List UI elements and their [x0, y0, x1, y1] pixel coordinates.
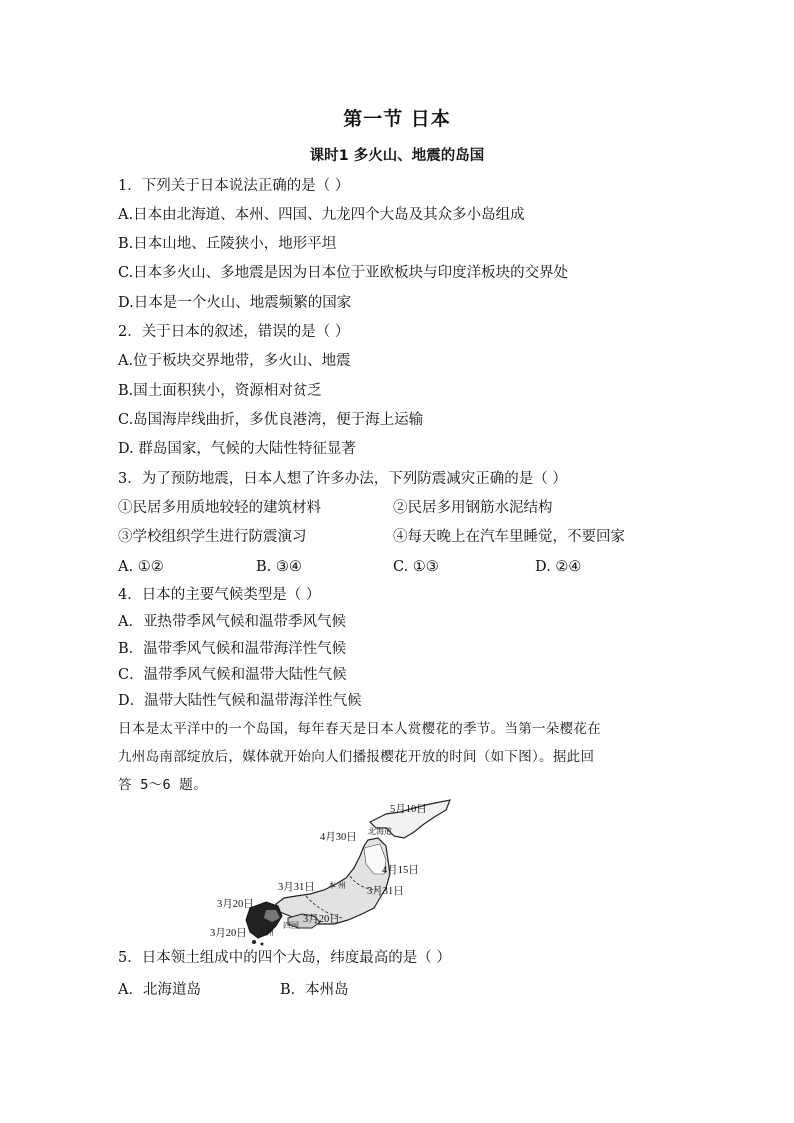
label-mar31-right: 3月31日	[367, 886, 404, 897]
label-mar20-top: 3月20日	[217, 899, 254, 910]
label-apr30: 4月30日	[320, 832, 357, 843]
question-5-stem: 5．日本领土组成中的四个大岛，纬度最高的是（ ）	[118, 950, 451, 966]
passage-line-2: 九州岛南部绽放后，媒体就开始向人们播报樱花开放的时间（如下图）。据此回	[118, 749, 595, 765]
label-hokkaido: 北海道	[368, 827, 392, 836]
passage-line-3: 答 5～6 题。	[118, 777, 207, 793]
question-2-option-c: C.岛国海岸线曲折，多优良港湾，便于海上运输	[118, 412, 424, 428]
passage-line-1: 日本是太平洋中的一个岛国，每年春天是日本人赏樱花的季节。当第一朵樱花在	[118, 721, 601, 737]
reading-passage	[118, 715, 658, 799]
question-3-item-1: ①民居多用质地较轻的建筑材料	[118, 500, 321, 516]
question-1-option-a: A.日本由北海道、本州、四国、九龙四个大岛及其众多小岛组成	[118, 207, 525, 223]
question-3-item-2: ②民居多用钢筋水泥结构	[393, 500, 553, 516]
label-shikoku: 四国	[283, 921, 299, 930]
question-3-option-d: D. ②④	[535, 559, 582, 575]
label-honshu: 本 州	[328, 881, 346, 890]
page-title: 第一节 日本	[343, 108, 451, 130]
label-mar31-left: 3月31日	[278, 882, 315, 893]
question-2-option-b: B.国土面积狭小，资源相对贫乏	[118, 383, 322, 399]
japan-cherry-blossom-map	[210, 798, 460, 946]
question-1-option-d: D.日本是一个火山、地震频繁的国家	[118, 295, 352, 311]
label-may10: 5月10日	[390, 804, 427, 815]
question-2-option-a: A.位于板块交界地带，多火山、地震	[118, 353, 351, 369]
question-3-stem: 3．为了预防地震，日本人想了许多办法，下列防震减灾正确的是（ ）	[118, 471, 567, 487]
label-mar20-bottom: 3月20日	[210, 928, 247, 939]
question-5-option-b: B．本州岛	[280, 982, 349, 998]
lesson-subtitle: 课时1 多火山、地震的岛国	[309, 148, 485, 164]
question-4-option-b: B．温带季风气候和温带海洋性气候	[118, 641, 347, 657]
question-1-option-c: C.日本多火山、多地震是因为日本位于亚欧板块与印度洋板块的交界处	[118, 265, 569, 281]
question-4-option-a: A．亚热带季风气候和温带季风气候	[118, 614, 346, 630]
label-apr15: 4月15日	[382, 865, 419, 876]
question-3-option-c: C. ①③	[393, 559, 439, 575]
question-2-option-d: D. 群岛国家，气候的大陆性特征显著	[118, 441, 356, 457]
small-island	[252, 940, 256, 944]
label-mar20-mid: 3月20日	[303, 914, 340, 925]
question-2-stem: 2．关于日本的叙述，错误的是（ ）	[118, 324, 350, 340]
small-island	[261, 943, 264, 946]
label-kyushu: 九州	[258, 928, 274, 937]
japan-map-svg	[210, 798, 460, 946]
question-3-item-3: ③学校组织学生进行防震演习	[118, 529, 307, 545]
question-1-stem: 1．下列关于日本说法正确的是（ ）	[118, 178, 350, 194]
question-4-option-d: D．温带大陆性气候和温带海洋性气候	[118, 693, 362, 709]
question-3-item-4: ④每天晚上在汽车里睡觉，不要回家	[393, 529, 625, 545]
question-1-option-b: B.日本山地、丘陵狭小，地形平坦	[118, 236, 337, 252]
question-4-stem: 4．日本的主要气候类型是（ ）	[118, 587, 321, 603]
question-4-option-c: C．温带季风气候和温带大陆性气候	[118, 667, 347, 683]
question-3-option-b: B. ③④	[256, 559, 302, 575]
question-5-option-a: A．北海道岛	[118, 982, 201, 998]
question-3-option-a: A. ①②	[118, 559, 164, 575]
